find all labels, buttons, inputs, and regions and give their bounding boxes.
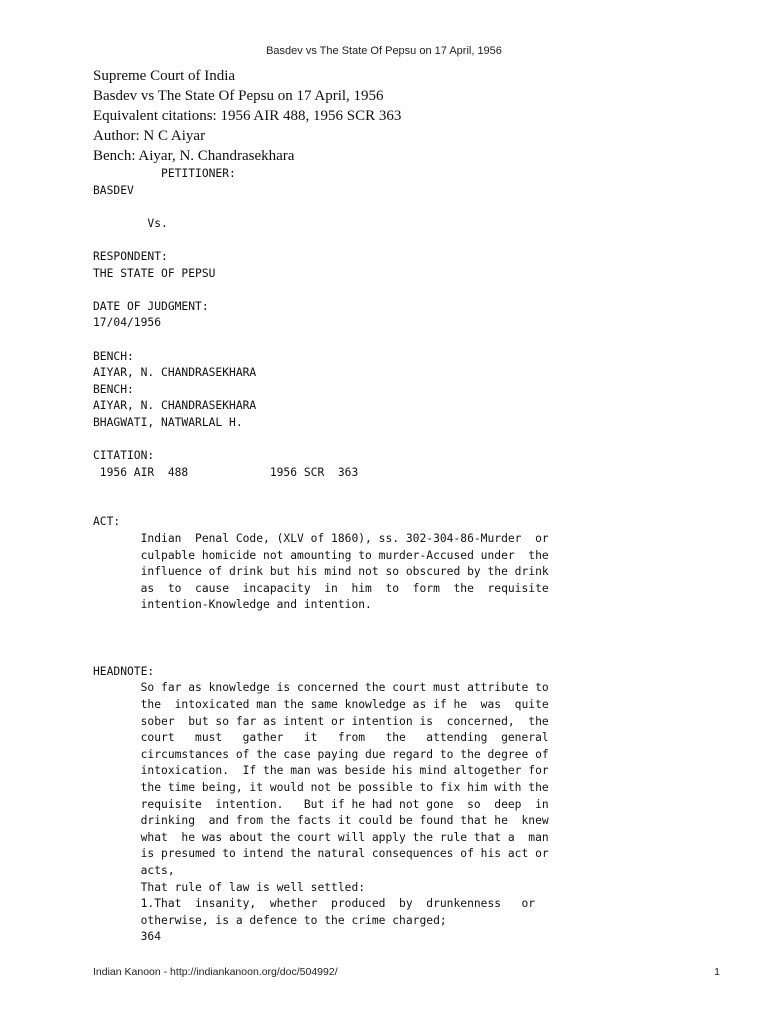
case-metadata: [93, 66, 401, 166]
page-number: 1: [714, 966, 720, 978]
judgment-body-text: PETITIONER: BASDEV Vs. RESPONDENT: THE STATE OF PEPSU DATE OF JUDGMENT: 17/04/1956 BENCH: AIYAR, N. CHANDRASEKHARA BENCH: AIYAR, N. CHANDRASEKHARA BHAGWATI, NATWARLAL H. CITATION: 1956 AIR 488 1956 SCR 363 ACT: Indian Penal Code, (XLV of 1860), ss. 302-304-86-Murder or culpable homicide not amounting to murder-Accused under the influence of drink but his mind not so obscured by the drink as to cause incapacity in him to form the requisite intention-Knowledge and intention. HEADNOTE: So far as knowledge is concerned the court must attribute to the intoxicated man the same knowledge as if he was quite sober but so far as intent or intention is concerned, the court must gather it from the attending general circumstances of the case paying due regard to the degree of intoxication. If the man was beside his mind altogether for the time being, it would not be possible to fix him with the requisite intention. But if he had not gone so deep in drinking and from the facts it could be found that he knew what he was about the court will apply the rule that a man is presumed to intend the natural consequences of his act or acts, That rule of law is well settled: 1.That insanity, whether produced by drunkenness or otherwise, is a defence to the crime charged; 364: [93, 167, 549, 944]
bench-line: Bench: Aiyar, N. Chandrasekhara: [93, 148, 295, 164]
author-line: Author: N C Aiyar: [93, 128, 206, 144]
court-name: Supreme Court of India: [93, 68, 236, 84]
footer-source-link: Indian Kanoon - http://indiankanoon.org/doc/504992/: [93, 966, 338, 978]
equivalent-citations: Equivalent citations: 1956 AIR 488, 1956 SCR 363: [93, 108, 402, 124]
page-header-title: Basdev vs The State Of Pepsu on 17 April, 1956: [266, 45, 502, 57]
case-title: Basdev vs The State Of Pepsu on 17 April, 1956: [93, 88, 384, 104]
